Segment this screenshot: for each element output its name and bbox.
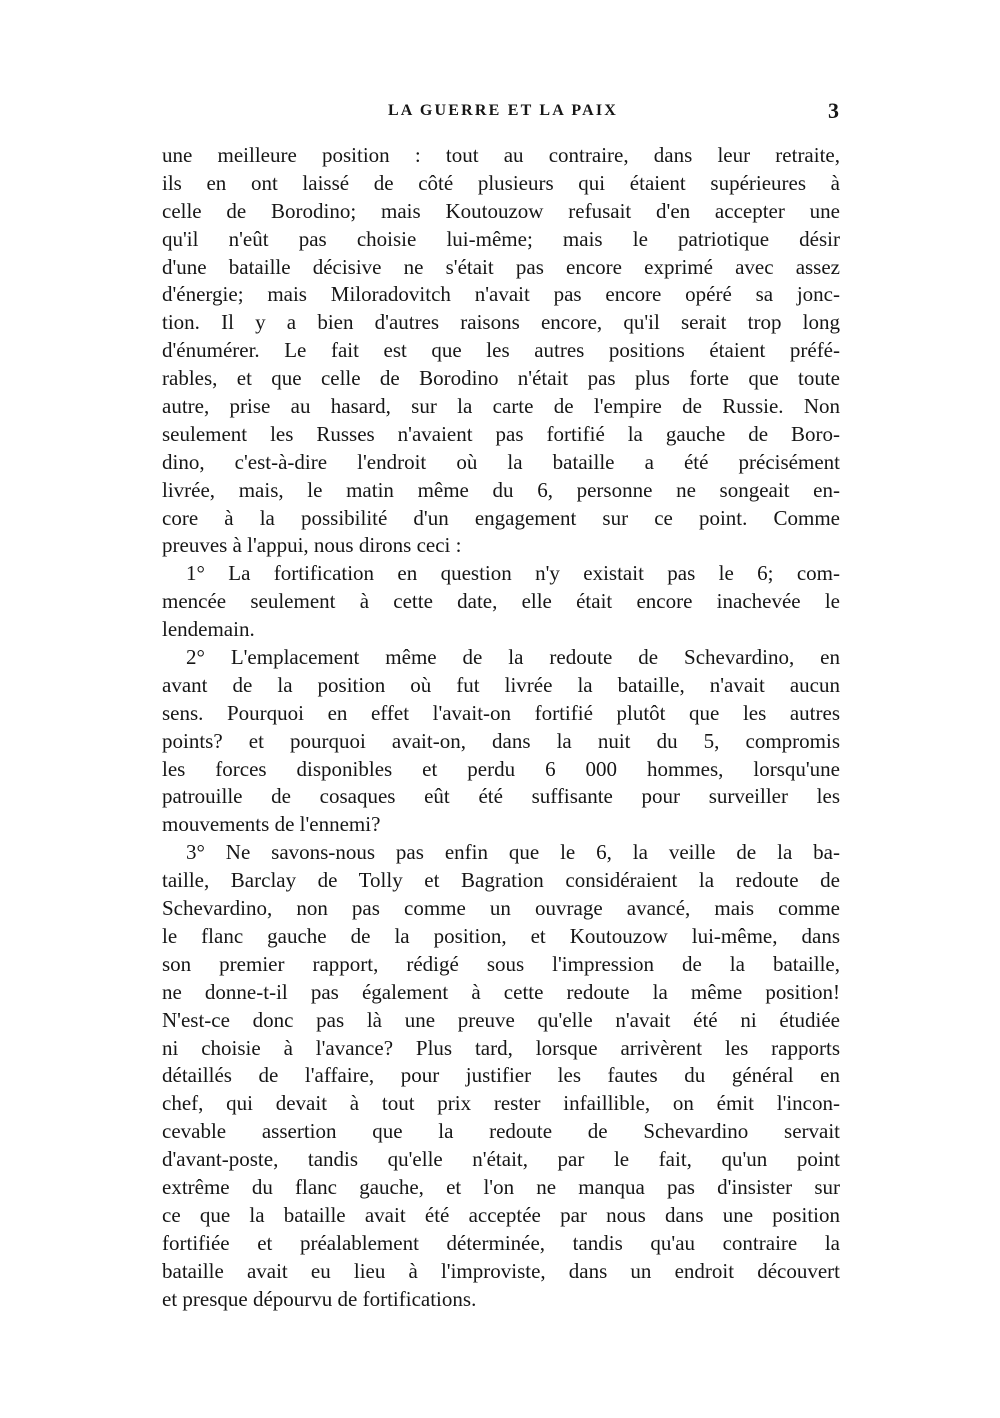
text-line: avant de la position où fut livrée la bataille, n'avait aucun (162, 672, 840, 697)
text-line: livrée, mais, le matin même du 6, personne ne songeait en- (162, 477, 840, 502)
text-line: d'avant-poste, tandis qu'elle n'était, par le fait, qu'un point (162, 1147, 840, 1172)
text-line: ils en ont laissé de côté plusieurs qui étaient supérieures à (162, 170, 840, 195)
text-line: taille, Barclay de Tolly et Bagration considéraient la redoute de (162, 868, 840, 893)
text-line: sens. Pourquoi en effet l'avait-on fortifié plutôt que les autres (162, 700, 840, 725)
text-line: 1° La fortification en question n'y existait pas le 6; com- (186, 561, 840, 586)
text-line: fortifiée et préalablement déterminée, tandis qu'au contraire la (162, 1230, 840, 1255)
text-line: points? et pourquoi avait-on, dans la nuit du 5, compromis (162, 728, 840, 753)
text-line: core à la possibilité d'un engagement sur ce point. Comme (162, 505, 840, 530)
text-line: les forces disponibles et perdu 6 000 hommes, lorsqu'une (162, 756, 840, 781)
text-line: autre, prise au hasard, sur la carte de l'empire de Russie. Non (162, 394, 840, 419)
text-line: mouvements de l'ennemi? (162, 812, 381, 837)
text-line: 2° L'emplacement même de la redoute de Schevardino, en (186, 645, 840, 670)
text-line: cevable assertion que la redoute de Schevardino servait (162, 1119, 840, 1144)
text-line: N'est-ce donc pas là une preuve qu'elle n'avait été ni étudiée (162, 1007, 840, 1032)
text-line: tion. Il y a bien d'autres raisons encore, qu'il serait trop long (162, 310, 840, 335)
text-line: Schevardino, non pas comme un ouvrage avancé, mais comme (162, 896, 840, 921)
text-line: 3° Ne savons-nous pas enfin que le 6, la veille de la ba- (186, 840, 840, 865)
running-head: LA GUERRE ET LA PAIX (387, 102, 619, 119)
text-line: son premier rapport, rédigé sous l'impression de la bataille, (162, 951, 840, 976)
text-line: mencée seulement à cette date, elle était encore inachevée le (162, 589, 840, 614)
text-line: bataille avait eu lieu à l'improviste, dans un endroit découvert (162, 1258, 840, 1283)
text-line: celle de Borodino; mais Koutouzow refusait d'en accepter une (162, 198, 840, 223)
text-line: patrouille de cosaques eût été suffisante pour surveiller les (162, 784, 840, 809)
text-line: ce que la bataille avait été acceptée par nous dans une position (162, 1202, 840, 1227)
text-line: d'une bataille décisive ne s'était pas encore exprimé avec assez (162, 254, 840, 279)
text-line: extrême du flanc gauche, et l'on ne manqua pas d'insister sur (162, 1174, 840, 1199)
text-line: et presque dépourvu de fortifications. (162, 1286, 477, 1311)
page-number: 3 (828, 98, 839, 123)
text-line: une meilleure position : tout au contraire, dans leur retraite, (162, 143, 840, 167)
text-line: ni choisie à l'avance? Plus tard, lorsque arrivèrent les rapports (162, 1035, 840, 1060)
text-line: chef, qui devait à tout prix rester infaillible, on émit l'incon- (162, 1091, 840, 1116)
text-line: rables, et que celle de Borodino n'était pas plus forte que toute (162, 366, 840, 391)
text-line: détaillés de l'affaire, pour justifier les fautes du général en (162, 1063, 840, 1088)
text-line: qu'il n'eût pas choisie lui-même; mais le patriotique désir (162, 226, 840, 251)
text-line: d'énumérer. Le fait est que les autres positions étaient préfé- (162, 338, 840, 363)
text-line: dino, c'est-à-dire l'endroit où la bataille a été précisément (162, 449, 840, 474)
body-text (162, 142, 840, 1313)
text-line: d'énergie; mais Miloradovitch n'avait pas encore opéré sa jonc- (162, 282, 840, 307)
text-line: lendemain. (162, 617, 255, 642)
text-line: preuves à l'appui, nous dirons ceci : (162, 533, 462, 558)
text-line: le flanc gauche de la position, et Koutouzow lui-même, dans (162, 923, 840, 948)
text-line: seulement les Russes n'avaient pas fortifié la gauche de Boro- (162, 421, 840, 446)
text-line: ne donne-t-il pas également à cette redoute la même position! (162, 979, 840, 1004)
